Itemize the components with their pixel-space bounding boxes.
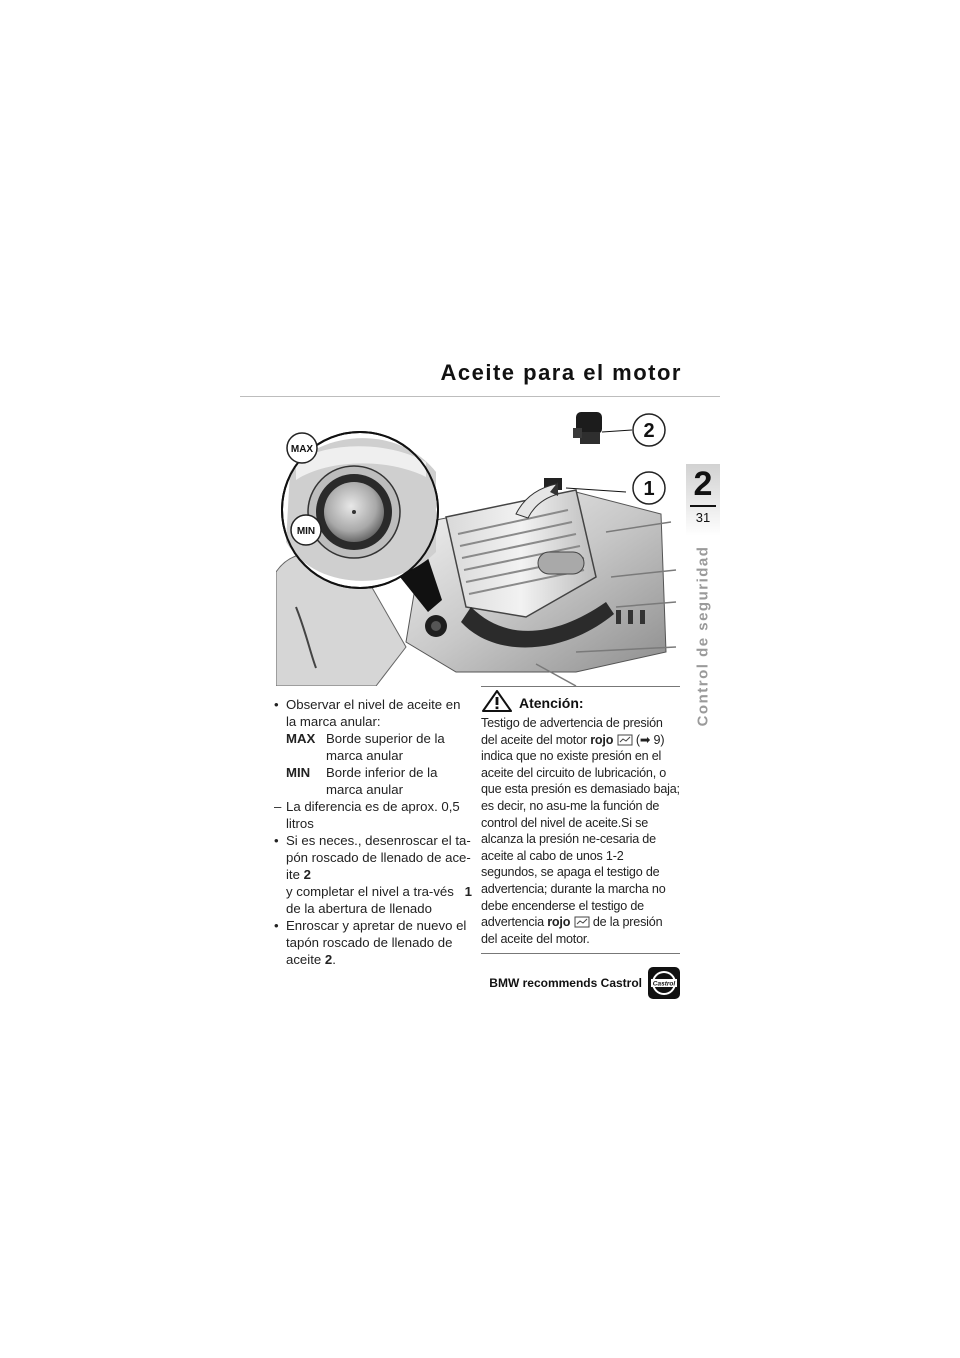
step-text-tail — [286, 883, 472, 917]
min-label-badge — [291, 515, 321, 545]
min-term: MIN — [286, 765, 311, 780]
bullet: • — [274, 697, 279, 712]
max-definition — [286, 730, 472, 764]
red-label: rojo — [590, 732, 614, 747]
level-marks-list — [272, 730, 472, 798]
warning-text — [481, 715, 680, 947]
red-label: rojo — [547, 915, 571, 930]
dash: – — [274, 799, 282, 814]
sponsor-text: BMW recommends Castrol — [489, 976, 642, 990]
callout-1-number: 1 — [643, 478, 655, 500]
oil-pressure-warning-icon — [617, 734, 633, 746]
bullet: • — [274, 918, 279, 933]
warning-divider-bottom — [481, 953, 680, 954]
castrol-logo-text: Castrol — [652, 980, 676, 988]
arrow-icon: ➡ — [639, 732, 651, 747]
page-title: Aceite para el motor — [440, 360, 682, 385]
reference-page: 9) — [653, 732, 665, 747]
reference-2: 2 — [303, 867, 311, 882]
chapter-number: 2 — [693, 465, 713, 503]
warning-divider-top — [481, 686, 680, 687]
warning-text-part: indica que no existe presión en el aceite del circuito de lubricación, o que esta presión es demasiado baja; es decir, no asu-me la función de control del nivel de aceite.Si se alcanza la presión ne-cesaria de aceite al cabo de unos 1-2 segundos, se apaga el testigo de advertencia; durante la marcha no debe encenderse el testigo de advertencia — [481, 749, 680, 930]
reference-paren: ( — [635, 732, 640, 747]
chapter-divider — [690, 505, 716, 507]
max-label-badge — [287, 433, 317, 463]
page-number: 31 — [695, 510, 711, 525]
min-description: Borde inferior de la marca anular — [326, 765, 438, 797]
header-divider — [240, 396, 720, 397]
step-text: Si es neces., desenroscar el ta-pón roscado de llenado de ace-ite — [286, 833, 471, 882]
instructions-column — [272, 696, 472, 968]
reference-2: 2 — [324, 952, 333, 967]
min-label: MIN — [296, 526, 316, 537]
step-observe-level — [272, 696, 472, 730]
castrol-logo — [648, 967, 680, 999]
callout-2 — [633, 414, 665, 446]
step-refill — [272, 832, 472, 917]
warning-text-part: de la presión del aceite del motor. — [481, 915, 663, 946]
min-definition — [286, 764, 472, 798]
engine-oil-figure — [276, 402, 680, 686]
callout-1 — [633, 472, 665, 504]
step-close-cap — [272, 917, 472, 968]
max-term: MAX — [286, 731, 316, 746]
warning-title: Atención: — [519, 695, 584, 711]
note-difference — [272, 798, 472, 832]
callout-2-number: 2 — [643, 420, 655, 442]
warning-triangle-icon — [482, 690, 512, 712]
max-label: MAX — [290, 444, 314, 455]
period: . — [332, 952, 336, 967]
section-title-vertical: Control de seguridad — [694, 545, 712, 727]
step-text: Enroscar y apretar de nuevo el tapón roscado de llenado de aceite — [286, 918, 467, 967]
warning-heading — [482, 690, 682, 712]
bullet: • — [274, 833, 279, 848]
note-text: La diferencia es de aprox. 0,5 litros — [286, 799, 460, 831]
step-text: Observar el nivel de aceite en la marca anular: — [286, 697, 461, 729]
max-description: Borde superior de la marca anular — [326, 731, 445, 763]
warning-text-part: Testigo de advertencia de presión del aceite del motor — [481, 716, 663, 747]
step-text: y completar el nivel a tra-vés de la abertura de llenado — [286, 884, 454, 916]
oil-pressure-warning-icon — [574, 916, 590, 928]
reference-1: 1 — [464, 884, 472, 899]
